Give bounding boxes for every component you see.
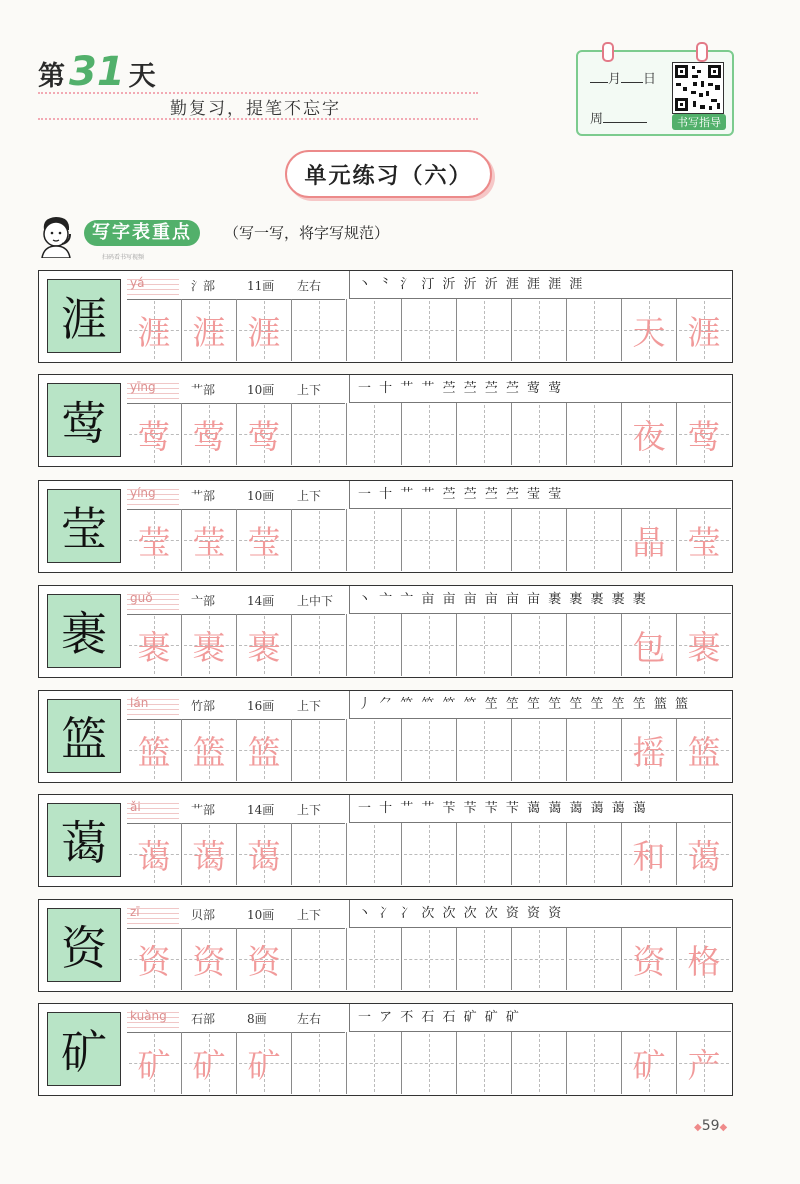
- tracing-cell[interactable]: [622, 928, 677, 990]
- tracing-cell[interactable]: [677, 403, 731, 465]
- writing-grid: [127, 823, 731, 885]
- tracing-cell[interactable]: [127, 823, 182, 885]
- model-character: 莹: [47, 489, 121, 563]
- tracing-cell[interactable]: [512, 1032, 567, 1094]
- word-character: 摇: [632, 732, 666, 772]
- tracing-cell[interactable]: [457, 719, 512, 781]
- tracing-character: 裹: [192, 627, 226, 667]
- stroke-order: 丶 亠 亠 亩 亩 亩 亩 亩 亩 裹 裹 裹 裹 裹: [349, 586, 731, 614]
- tracing-cell[interactable]: [127, 1032, 182, 1094]
- tracing-cell[interactable]: [567, 719, 622, 781]
- tracing-character: 篮: [137, 732, 171, 772]
- tracing-cell[interactable]: [182, 509, 237, 571]
- pinyin: yīng: [127, 379, 179, 399]
- tracing-cell[interactable]: [127, 719, 182, 781]
- char-practice-row: [38, 899, 733, 992]
- binder-ring-icon: [696, 42, 708, 62]
- tracing-character: 裹: [137, 627, 171, 667]
- pinyin: yíng: [127, 485, 179, 505]
- tracing-cell[interactable]: [567, 1032, 622, 1094]
- tracing-character: 资: [192, 941, 226, 981]
- tracing-cell[interactable]: [457, 299, 512, 361]
- structure: 左右: [297, 1012, 322, 1026]
- structure: 上中下: [297, 594, 334, 608]
- tracing-cell[interactable]: [182, 823, 237, 885]
- tracing-cell[interactable]: [512, 299, 567, 361]
- tracing-cell[interactable]: [457, 614, 512, 676]
- tracing-character: 矿: [247, 1045, 281, 1085]
- pinyin: ǎi: [127, 799, 179, 819]
- stroke-count: 14画: [247, 594, 275, 608]
- word-character: 蔼: [687, 836, 721, 876]
- tracing-cell[interactable]: [292, 823, 347, 885]
- word-character: 莹: [687, 522, 721, 562]
- writing-grid: [127, 928, 731, 990]
- day-suffix: 天: [128, 61, 156, 92]
- tracing-cell[interactable]: [677, 509, 731, 571]
- tracing-cell[interactable]: [622, 614, 677, 676]
- tracing-cell[interactable]: [182, 614, 237, 676]
- writing-grid: [127, 614, 731, 676]
- tracing-character: 裹: [247, 627, 281, 667]
- unit-title: 单元练习（六）: [285, 150, 492, 198]
- writing-grid: [127, 299, 731, 361]
- qr-label: 书写指导: [672, 114, 726, 130]
- tracing-cell[interactable]: [292, 1032, 347, 1094]
- stroke-count: 14画: [247, 803, 275, 817]
- tracing-character: 篮: [192, 732, 226, 772]
- tracing-character: 涯: [247, 312, 281, 352]
- tracing-cell[interactable]: [512, 614, 567, 676]
- writing-grid: [127, 1032, 731, 1094]
- tracing-cell[interactable]: [512, 403, 567, 465]
- structure: 上下: [297, 699, 322, 713]
- word-character: 和: [632, 836, 666, 876]
- word-character: 格: [687, 941, 721, 981]
- tracing-cell[interactable]: [127, 614, 182, 676]
- tracing-cell[interactable]: [622, 299, 677, 361]
- radical: 艹部: [191, 489, 216, 503]
- stroke-count: 10画: [247, 908, 275, 922]
- stroke-order: 丶 ⺀ 氵 汀 沂 沂 沂 涯 涯 涯 涯: [349, 271, 731, 299]
- tracing-cell[interactable]: [567, 928, 622, 990]
- stroke-order: 丶 冫 冫 次 次 次 次 资 资 资: [349, 900, 731, 928]
- writing-grid: [127, 719, 731, 781]
- tracing-cell[interactable]: [677, 823, 731, 885]
- structure: 上下: [297, 383, 322, 397]
- radical: 氵部: [191, 279, 216, 293]
- tracing-character: 涯: [192, 312, 226, 352]
- stroke-count: 11画: [247, 279, 275, 293]
- tracing-character: 蔼: [137, 836, 171, 876]
- tracing-cell[interactable]: [182, 299, 237, 361]
- tracing-character: 蔼: [192, 836, 226, 876]
- date-month-day[interactable]: 月 日: [590, 68, 656, 87]
- tracing-character: 莹: [137, 522, 171, 562]
- tracing-cell[interactable]: [347, 614, 402, 676]
- model-character: 篮: [47, 699, 121, 773]
- word-character: 晶: [632, 522, 666, 562]
- radical: 亠部: [191, 594, 216, 608]
- tracing-cell[interactable]: [237, 1032, 292, 1094]
- word-character: 篮: [687, 732, 721, 772]
- char-info: [127, 795, 345, 824]
- tracing-cell[interactable]: [457, 1032, 512, 1094]
- tracing-character: 涯: [137, 312, 171, 352]
- stroke-count: 10画: [247, 489, 275, 503]
- page-number: ◆59◆: [694, 1118, 728, 1134]
- pinyin: guǒ: [127, 590, 179, 610]
- model-character: 莺: [47, 383, 121, 457]
- tracing-cell[interactable]: [402, 719, 457, 781]
- date-card: [576, 50, 734, 136]
- tracing-cell[interactable]: [292, 299, 347, 361]
- tracing-cell[interactable]: [237, 614, 292, 676]
- char-practice-row: [38, 270, 733, 363]
- char-practice-row: [38, 480, 733, 573]
- tracing-cell[interactable]: [677, 719, 731, 781]
- tracing-character: 莺: [137, 416, 171, 456]
- tracing-cell[interactable]: [402, 299, 457, 361]
- tracing-cell[interactable]: [182, 403, 237, 465]
- tracing-cell[interactable]: [237, 299, 292, 361]
- tracing-cell[interactable]: [457, 823, 512, 885]
- char-info: [127, 586, 345, 615]
- header-divider-2: [38, 118, 478, 120]
- tracing-cell[interactable]: [292, 403, 347, 465]
- tracing-cell[interactable]: [622, 1032, 677, 1094]
- tracing-cell[interactable]: [237, 509, 292, 571]
- tracing-cell[interactable]: [457, 509, 512, 571]
- tracing-cell[interactable]: [457, 928, 512, 990]
- tracing-cell[interactable]: [237, 823, 292, 885]
- day-prefix: 第: [38, 61, 65, 92]
- tracing-cell[interactable]: [567, 299, 622, 361]
- day-number: 31: [69, 49, 125, 95]
- section-tiny-note: 扫码看书写视频: [102, 254, 145, 261]
- tracing-character: 篮: [247, 732, 281, 772]
- tracing-cell[interactable]: [347, 509, 402, 571]
- tracing-cell[interactable]: [347, 823, 402, 885]
- tracing-cell[interactable]: [567, 509, 622, 571]
- tracing-cell[interactable]: [127, 509, 182, 571]
- tracing-cell[interactable]: [292, 719, 347, 781]
- model-character: 矿: [47, 1012, 121, 1086]
- tracing-cell[interactable]: [402, 1032, 457, 1094]
- tracing-cell[interactable]: [127, 403, 182, 465]
- tracing-cell[interactable]: [182, 719, 237, 781]
- tracing-character: 资: [137, 941, 171, 981]
- tracing-cell[interactable]: [402, 823, 457, 885]
- section-badge: 写字表重点: [84, 220, 200, 246]
- word-character: 涯: [687, 312, 721, 352]
- tracing-cell[interactable]: [622, 509, 677, 571]
- binder-ring-icon: [602, 42, 614, 62]
- radical: 贝部: [191, 908, 216, 922]
- writing-grid: [127, 403, 731, 465]
- tracing-cell[interactable]: [347, 403, 402, 465]
- tracing-cell[interactable]: [512, 823, 567, 885]
- tracing-cell[interactable]: [237, 403, 292, 465]
- char-practice-row: [38, 690, 733, 783]
- tracing-cell[interactable]: [677, 614, 731, 676]
- tracing-cell[interactable]: [127, 928, 182, 990]
- tracing-cell[interactable]: [512, 509, 567, 571]
- pinyin: yá: [127, 275, 179, 295]
- radical: 艹部: [191, 383, 216, 397]
- char-practice-row: [38, 374, 733, 467]
- tracing-character: 矿: [137, 1045, 171, 1085]
- radical: 竹部: [191, 699, 216, 713]
- structure: 上下: [297, 908, 322, 922]
- char-practice-row: [38, 585, 733, 678]
- word-character: 裹: [687, 627, 721, 667]
- tracing-cell[interactable]: [567, 403, 622, 465]
- pinyin: lán: [127, 695, 179, 715]
- tracing-cell[interactable]: [237, 719, 292, 781]
- tracing-character: 莹: [192, 522, 226, 562]
- pinyin: zī: [127, 904, 179, 924]
- tracing-cell[interactable]: [347, 299, 402, 361]
- tracing-cell[interactable]: [182, 928, 237, 990]
- tracing-character: 莹: [247, 522, 281, 562]
- word-character: 产: [687, 1045, 721, 1085]
- student-thinking-icon: [36, 214, 82, 258]
- structure: 上下: [297, 489, 322, 503]
- stroke-order: 丿 ⺈ 𥫗 𥫗 𥫗 𥫗 笁 笁 笁 笁 笁 笁 笁 笁 篮 篮: [349, 691, 731, 719]
- char-info: [127, 691, 345, 720]
- tracing-cell[interactable]: [677, 299, 731, 361]
- model-character: 裹: [47, 594, 121, 668]
- stroke-count: 10画: [247, 383, 275, 397]
- char-info: [127, 900, 345, 929]
- tracing-cell[interactable]: [457, 403, 512, 465]
- word-character: 天: [632, 312, 666, 352]
- pinyin: kuàng: [127, 1008, 179, 1028]
- char-practice-row: [38, 1003, 733, 1096]
- stroke-order: 一 十 艹 艹 苎 苎 苎 苎 莹 莹: [349, 481, 731, 509]
- motto: 勤复习，提笔不忘字: [170, 99, 341, 119]
- stroke-order: 一 十 艹 艹 芐 芐 芐 芐 蔼 蔼 蔼 蔼 蔼 蔼: [349, 795, 731, 823]
- tracing-cell[interactable]: [677, 928, 731, 990]
- tracing-character: 莺: [192, 416, 226, 456]
- writing-grid: [127, 509, 731, 571]
- tracing-cell[interactable]: [402, 928, 457, 990]
- stroke-count: 8画: [247, 1012, 267, 1026]
- tracing-cell[interactable]: [622, 719, 677, 781]
- day-title: [38, 49, 156, 95]
- word-character: 包: [632, 627, 666, 667]
- tracing-character: 资: [247, 941, 281, 981]
- tracing-character: 蔼: [247, 836, 281, 876]
- tracing-cell[interactable]: [347, 719, 402, 781]
- char-info: [127, 481, 345, 510]
- stroke-order: 一 ア 不 石 石 矿 矿 矿: [349, 1004, 731, 1032]
- tracing-cell[interactable]: [567, 614, 622, 676]
- word-character: 资: [632, 941, 666, 981]
- tracing-cell[interactable]: [622, 403, 677, 465]
- date-week[interactable]: 周: [590, 108, 647, 127]
- word-character: 矿: [632, 1045, 666, 1085]
- char-practice-row: [38, 794, 733, 887]
- tracing-cell[interactable]: [512, 928, 567, 990]
- model-character: 涯: [47, 279, 121, 353]
- stroke-order: 一 十 艹 艹 苎 苎 苎 苎 莺 莺: [349, 375, 731, 403]
- tracing-cell[interactable]: [347, 928, 402, 990]
- char-info: [127, 271, 345, 300]
- section-heading: [36, 212, 456, 262]
- word-character: 莺: [687, 416, 721, 456]
- tracing-cell[interactable]: [677, 1032, 731, 1094]
- stroke-count: 16画: [247, 699, 275, 713]
- tracing-cell[interactable]: [402, 403, 457, 465]
- tracing-cell[interactable]: [347, 1032, 402, 1094]
- tracing-cell[interactable]: [292, 509, 347, 571]
- radical: 艹部: [191, 803, 216, 817]
- char-info: [127, 1004, 345, 1033]
- tracing-cell[interactable]: [292, 614, 347, 676]
- tracing-cell[interactable]: [512, 719, 567, 781]
- tracing-cell[interactable]: [402, 614, 457, 676]
- tracing-cell[interactable]: [567, 823, 622, 885]
- structure: 左右: [297, 279, 322, 293]
- radical: 石部: [191, 1012, 216, 1026]
- section-note: （写一写，将字写规范）: [224, 224, 390, 242]
- model-character: 资: [47, 908, 121, 982]
- tracing-character: 矿: [192, 1045, 226, 1085]
- word-character: 夜: [632, 416, 666, 456]
- tracing-cell[interactable]: [622, 823, 677, 885]
- tracing-cell[interactable]: [127, 299, 182, 361]
- char-info: [127, 375, 345, 404]
- tracing-cell[interactable]: [237, 928, 292, 990]
- tracing-cell[interactable]: [182, 1032, 237, 1094]
- tracing-character: 莺: [247, 416, 281, 456]
- qr-code-icon[interactable]: [672, 62, 724, 114]
- structure: 上下: [297, 803, 322, 817]
- model-character: 蔼: [47, 803, 121, 877]
- tracing-cell[interactable]: [402, 509, 457, 571]
- tracing-cell[interactable]: [292, 928, 347, 990]
